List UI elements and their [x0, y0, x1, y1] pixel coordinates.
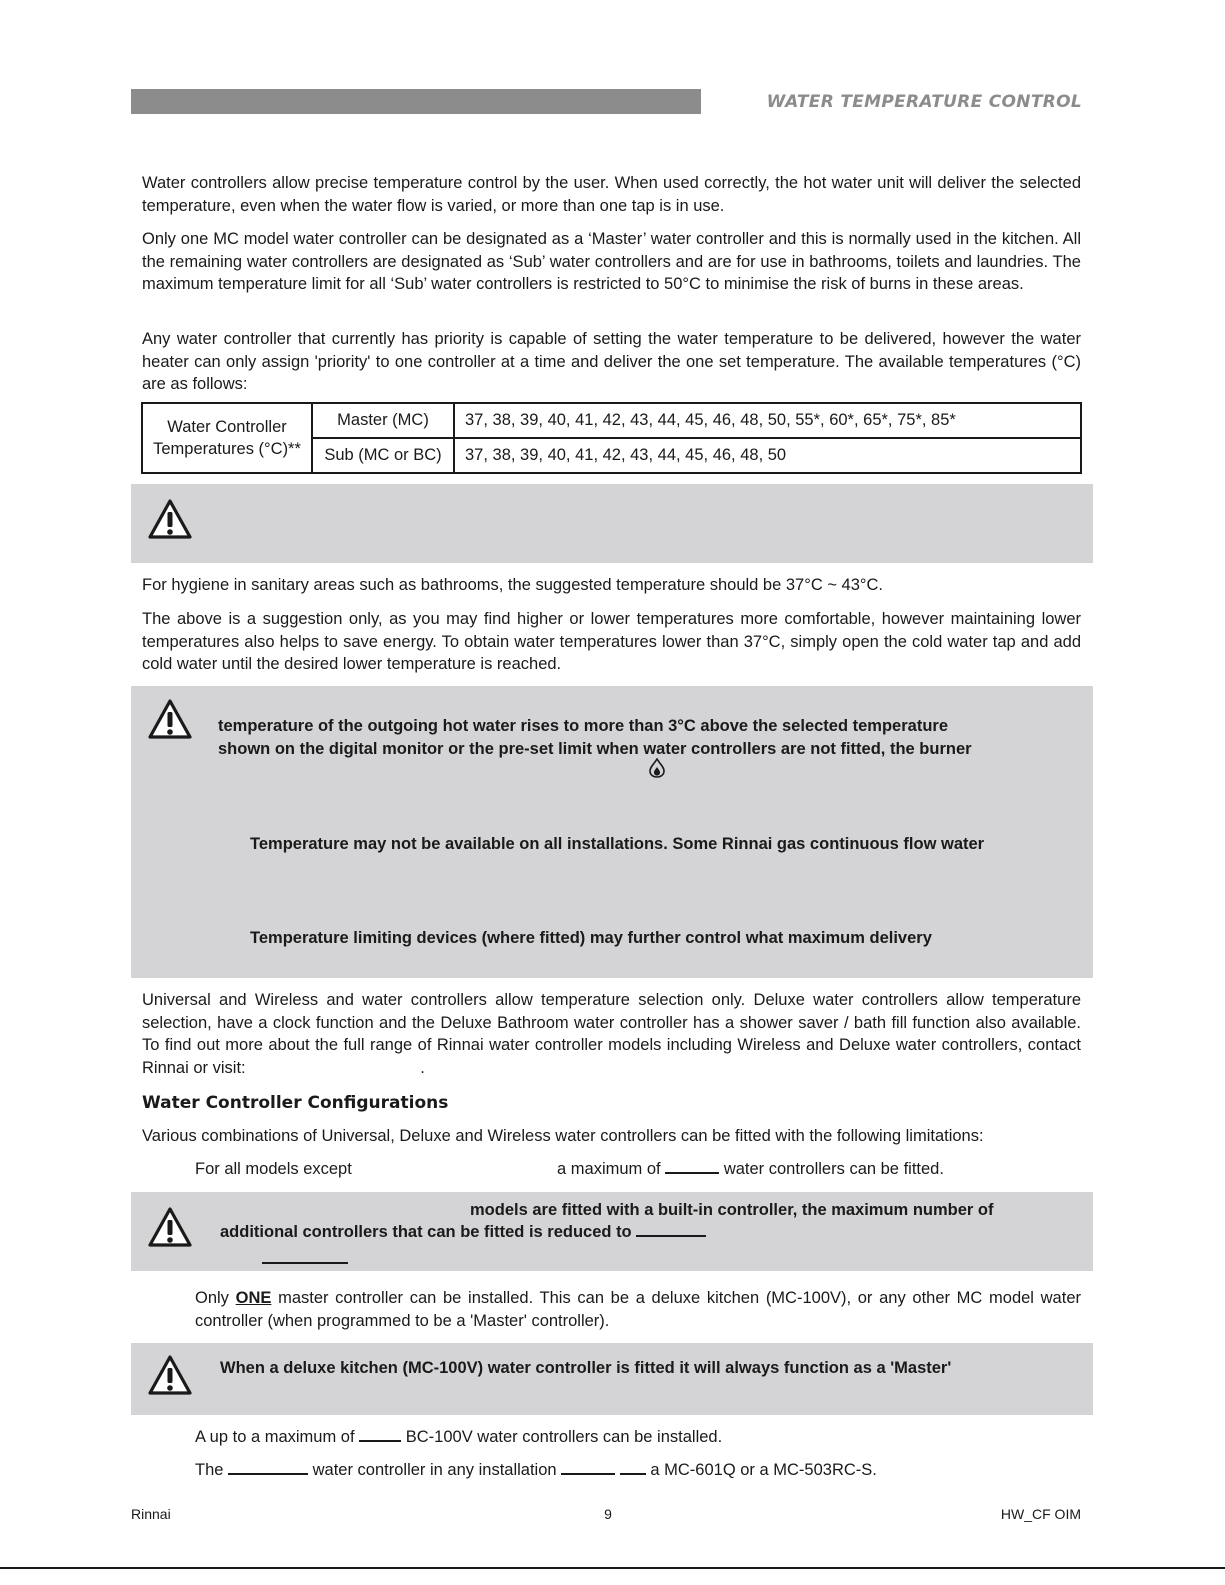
- blank-line: [561, 1459, 615, 1475]
- warning-3-line-2: [220, 1221, 920, 1244]
- configurations-heading: Water Controller Configurations: [142, 1093, 449, 1113]
- warning-triangle-icon: [147, 1206, 193, 1248]
- bc-line-a: A up to a maximum of: [195, 1428, 355, 1446]
- page-number: 9: [604, 1506, 612, 1522]
- row-header-line-2: Temperatures (°C)**: [153, 440, 301, 458]
- table-row: [142, 403, 1081, 438]
- table-cell-type: Master (MC): [312, 403, 454, 438]
- the-line-b: water controller in any installation: [312, 1461, 557, 1479]
- blank-line: [359, 1426, 401, 1442]
- intro-paragraph-3: Any water controller that currently has priority is capable of setting the water temperature to be delivered, however the water heater can only assign 'priority' to one controller at a time and deliver the one set temperature. The available temperatures (°C) are as follows:: [142, 330, 1081, 393]
- page-section-title: WATER TEMPERATURE CONTROL: [766, 92, 1082, 112]
- temperature-table: [141, 402, 1082, 474]
- table-row-header: [142, 403, 312, 473]
- config-line-max-a: For all models except: [195, 1160, 352, 1178]
- warning-2-line-1: temperature of the outgoing hot water rises to more than 3°C above the selected temperature: [218, 717, 948, 735]
- config-line-max-c: water controllers can be fitted.: [723, 1160, 944, 1178]
- controllers-paragraph: [142, 989, 1081, 1079]
- table-cell-values: 37, 38, 39, 40, 41, 42, 43, 44, 45, 46, 48, 50: [454, 438, 1081, 473]
- blank-line: [262, 1262, 348, 1264]
- controllers-paragraph-end: .: [420, 1058, 425, 1077]
- blank-line: [620, 1459, 646, 1475]
- master-paragraph-a: Only: [195, 1289, 229, 1307]
- footer-doc-code: HW_CF OIM: [1000, 1506, 1081, 1522]
- warning-2-line-2: shown on the digital monitor or the pre-set limit when water controllers are not fitted, the burner: [218, 739, 972, 758]
- controllers-paragraph-text: Universal and Wireless and water controllers allow temperature selection only. Deluxe water controllers allow temperature selection, have a clock function and the Deluxe Bathroom water controller has a shower saver / bath fill function also available. To find out more about the full range of Rinnai water controller models including Wireless and Deluxe water controllers, contact Rinnai or visit:: [142, 991, 1081, 1077]
- table-cell-values: 37, 38, 39, 40, 41, 42, 43, 44, 45, 46, 48, 50, 55*, 60*, 65*, 75*, 85*: [454, 403, 1081, 438]
- master-paragraph: [195, 1287, 1081, 1332]
- warning-triangle-icon: [147, 1354, 193, 1396]
- warning-box-2: [131, 686, 1093, 978]
- configurations-intro: Various combinations of Universal, Deluxe and Wireless water controllers can be fitted with the following limitations:: [142, 1127, 984, 1145]
- warning-3-line-1: models are fitted with a built-in controller, the maximum number of: [470, 1201, 994, 1219]
- bc-line-b: BC-100V water controllers can be installed.: [405, 1428, 723, 1446]
- hygiene-paragraph-2: The above is a suggestion only, as you may find higher or lower temperatures more comfortable, however maintaining lower temperatures also helps to save energy. To obtain water temperatures lower than 37°C, simply open the cold water tap and add cold water until the desired lower temperature is reached.: [142, 610, 1081, 673]
- warning-box-4: [131, 1343, 1093, 1415]
- blank-line: [228, 1459, 308, 1475]
- row-header-line-1: Water Controller: [167, 418, 287, 436]
- master-paragraph-b: master controller can be installed. This can be a deluxe kitchen (MC-100V), or any other MC model water controller (when programmed to be a 'Master' controller).: [195, 1289, 1081, 1330]
- warning-triangle-icon: [147, 698, 193, 740]
- the-line-c: a MC-601Q or a MC-503RC-S.: [650, 1461, 877, 1479]
- master-one-emphasis: ONE: [235, 1289, 272, 1307]
- blank-line: [665, 1158, 719, 1174]
- warning-triangle-icon: [147, 498, 193, 540]
- config-line-max-b: a maximum of: [557, 1160, 661, 1178]
- header-bar: [131, 89, 701, 114]
- warning-box-1: [131, 484, 1093, 563]
- warning-2-line-4: Temperature limiting devices (where fitted) may further control what maximum delivery: [250, 929, 932, 947]
- warning-3-line-2-text: additional controllers that can be fitted is reduced to: [220, 1223, 632, 1241]
- bc-controllers-line: [195, 1426, 1075, 1449]
- intro-paragraph-1: Water controllers allow precise temperature control by the user. When used correctly, the hot water unit will deliver the selected temperature, even when the water flow is varied, or more than one tap is in use.: [142, 174, 1081, 215]
- warning-4-text: When a deluxe kitchen (MC-100V) water controller is fitted it will always function as a 'Master': [220, 1359, 952, 1377]
- config-line-max: [195, 1158, 1075, 1181]
- burner-flame-icon: [648, 758, 666, 778]
- the-line-a: The: [195, 1461, 224, 1479]
- the-controller-line: [195, 1459, 1075, 1482]
- blank-line: [636, 1221, 706, 1237]
- footer-brand: Rinnai: [131, 1506, 171, 1522]
- hygiene-paragraph-1: For hygiene in sanitary areas such as bathrooms, the suggested temperature should be 37°C ~ 43°C.: [142, 576, 883, 594]
- warning-box-3: [131, 1192, 1093, 1271]
- bottom-rule: [0, 1567, 1225, 1569]
- warning-2-line-3: Temperature may not be available on all installations. Some Rinnai gas continuous flow water: [250, 835, 985, 853]
- intro-paragraph-2: Only one MC model water controller can be designated as a ‘Master’ water controller and this is normally used in the kitchen. All the remaining water controllers are designated as ‘Sub’ water controllers and are for use in bathrooms, toilets and laundries. The maximum temperature limit for all ‘Sub’ water controllers is restricted to 50°C to minimise the risk of burns in these areas.: [142, 230, 1081, 293]
- table-cell-type: Sub (MC or BC): [312, 438, 454, 473]
